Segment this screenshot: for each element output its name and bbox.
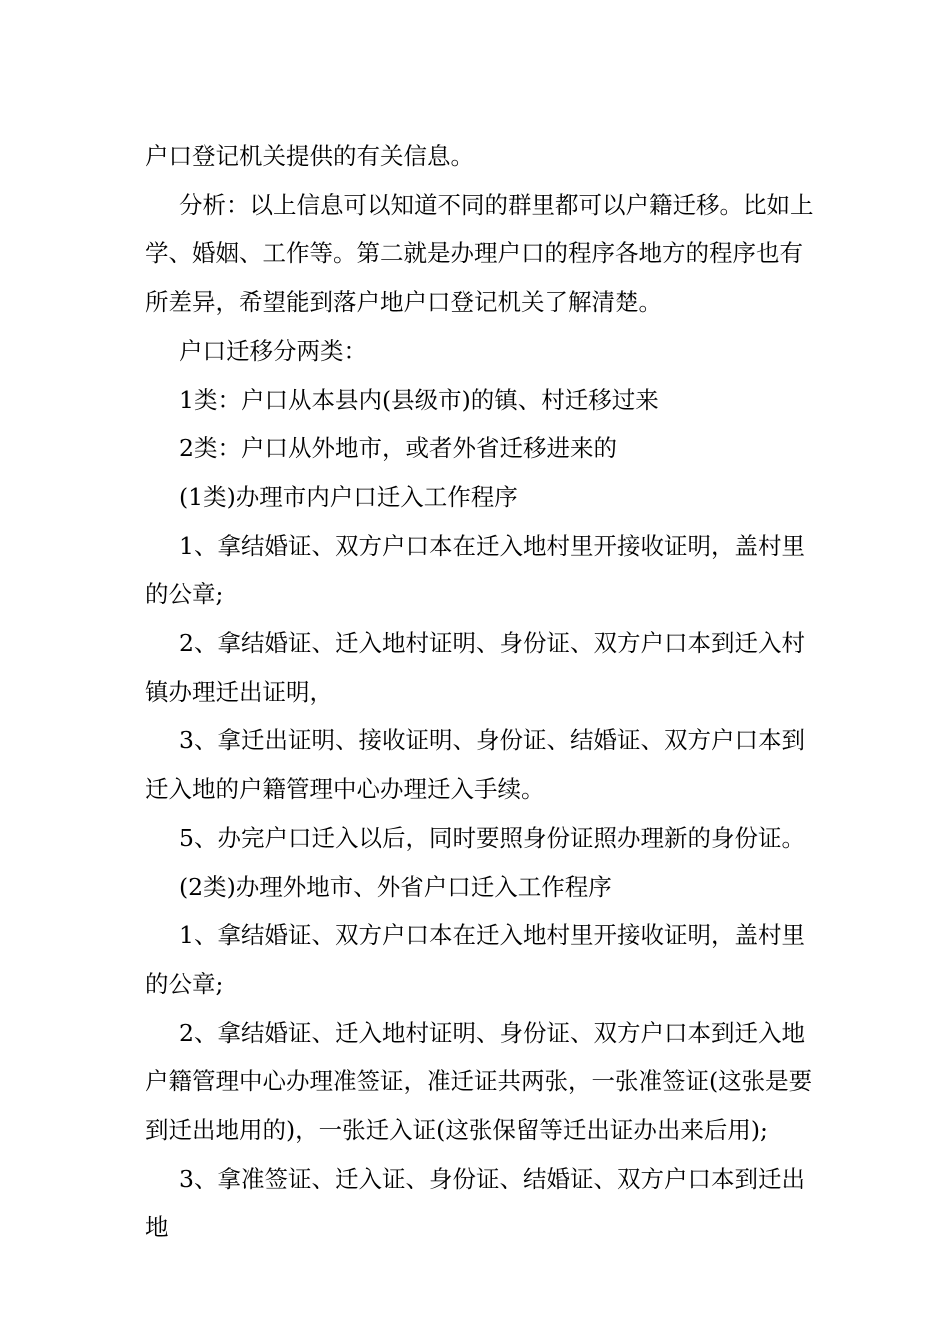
paragraph-type-2-step-1: 1、拿结婚证、双方户口本在迁入地村里开接收证明，盖村里的公章; [145, 921, 805, 998]
paragraph-type-1-step-2: 2、拿结婚证、迁入地村证明、身份证、双方户口本到迁入村镇办理迁出证明， [145, 629, 805, 706]
paragraph-household-registration-info: 户口登记机关提供的有关信息。 [145, 142, 474, 170]
paragraph-type-1-step-5: 5、办完户口迁入以后，同时要照身份证照办理新的身份证。 [179, 823, 805, 852]
paragraph-type-2: 2类：户口从外地市，或者外省迁移进来的 [179, 434, 617, 463]
paragraph-migration-types-heading: 户口迁移分两类： [179, 336, 367, 365]
paragraph-type-1-procedure-heading: (1类)办理市内户口迁入工作程序 [179, 482, 518, 511]
paragraph-type-1-step-1: 1、拿结婚证、双方户口本在迁入地村里开接收证明，盖村里的公章; [145, 531, 805, 609]
paragraph-type-2-procedure-heading: (2类)办理外地市、外省户口迁入工作程序 [179, 872, 612, 901]
paragraph-type-1-step-3: 3、拿迁出证明、接收证明、身份证、结婚证、双方户口本到迁入地的户籍管理中心办理迁入手续。 [145, 726, 805, 804]
paragraph-analysis: 分析：以上信息可以知道不同的群里都可以户籍迁移。比如上学、婚姻、工作等。第二就是办理户口的程序各地方的程序也有所差异，希望能到落户地户口登记机关了解清楚。 [145, 190, 814, 317]
paragraph-type-2-step-3: 3、拿准签证、迁入证、身份证、结婚证、双方户口本到迁出地 [145, 1164, 805, 1242]
paragraph-type-1: 1类：户口从本县内(县级市)的镇、村迁移过来 [179, 385, 659, 414]
document-body [145, 132, 825, 1252]
paragraph-type-2-step-2: 2、拿结婚证、迁入地村证明、身份证、双方户口本到迁入地户籍管理中心办理准签证，准迁证共两张，一张准签证(这张是要到迁出地用的)，一张迁入证(这张保留等迁出证办出来后用); [145, 1018, 813, 1145]
